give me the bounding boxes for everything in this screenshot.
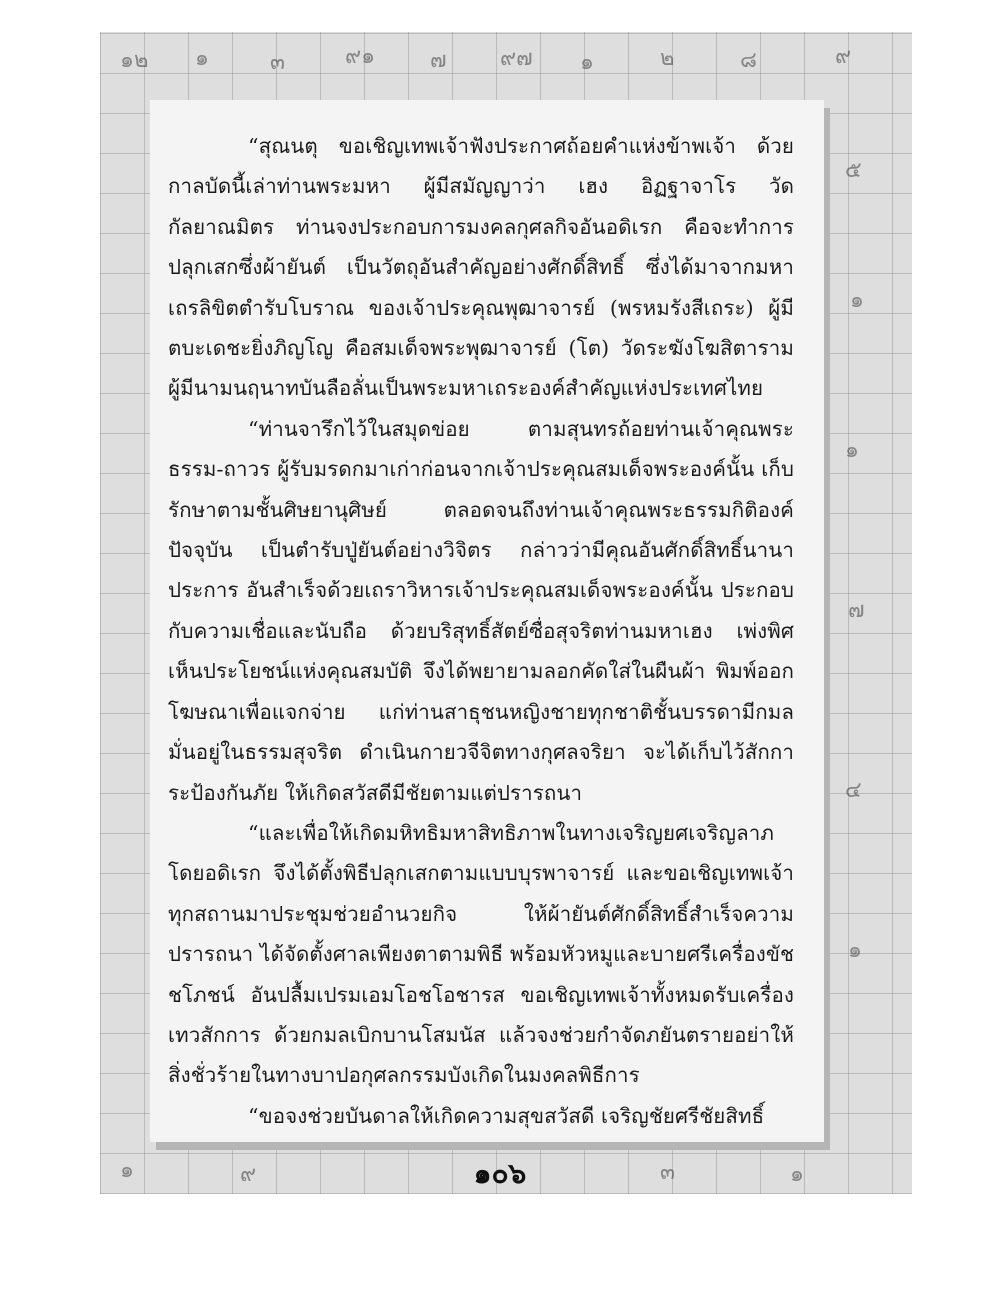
paragraph-1: “สุณนตุ ขอเชิญเทพเจ้าฟังประกาศถ้อยคำแห่งข้าพเจ้า ด้วยกาลบัดนี้เล่าท่านพระมหา ผู้มีสมัญญาว่า เฮง อิฏฐาจาโร วัดกัลยาณมิตร ท่านจงประกอบการมงคลกุศลกิจอันอดิเรก คือจะทำการปลุกเสกซึ่งผ้ายันต์ เป็นวัตถุอันสำคัญอย่างศักดิ์สิทธิ์ ซึ่งได้มาจากมหาเถรลิขิตตำรับโบราณ ของเจ้าประคุณพุฒาจารย์ (พรหมรังสีเถระ) ผู้มีตบะเดชะยิ่งภิญโญ คือสมเด็จพระพุฒาจารย์ (โต) วัดระฆังโฆสิตาราม ผู้มีนามนฤนาทบันลือลั่นเป็นพระมหาเถระองค์สำคัญแห่งประเทศไทย <box>168 134 794 401</box>
background-glyph: ๔ <box>845 778 862 803</box>
background-glyph: ๑ <box>195 46 209 71</box>
background-glyph: ๑ <box>790 1162 804 1187</box>
paragraph-2: “ท่านจารึกไว้ในสมุดข่อย ตามสุนทรถ้อยท่านเจ้าคุณพระธรรม-ถาวร ผู้รับมรดกมาเก่าก่อนจากเจ้าประคุณสมเด็จพระองค์นั้น เก็บรักษาตามชั้นศิษยานุศิษย์ ตลอดจนถึงท่านเจ้าคุณพระธรรมกิติองค์ปัจจุบัน เป็นตำรับปู่ยันต์อย่างวิจิตร กล่าวว่ามีคุณอันศักดิ์สิทธิ์นานาประการ อันสำเร็จด้วยเถราวิหารเจ้าประคุณสมเด็จพระองค์นั้น ประกอบกับความเชื่อและนับถือ ด้วยบริสุทธิ์สัตย์ซื่อสุจริตท่านมหาเฮง เพ่งพิศเห็นประโยชน์แห่งคุณสมบัติ จึงได้พยายามลอกคัดใส่ในผืนผ้า พิมพ์ออกโฆษณาเพื่อแจกจ่าย แก่ท่านสาธุชนหญิงชายทุกชาติชั้นบรรดามีกมลมั่นอยู่ในธรรมสุจริต ดำเนินกายวจีจิตทางกุศลจริยา จะได้เก็บไว้สักการะป้องกันภัย ให้เกิดสวัสดีมีชัยตามแต่ปรารถนา <box>168 416 794 805</box>
paragraph-3: “และเพื่อให้เกิดมหิทธิมหาสิทธิภาพในทางเจริญยศเจริญลาภโดยอดิเรก จึงได้ตั้งพิธีปลุกเสกตามแบบบุรพาจารย์ และขอเชิญเทพเจ้าทุกสถานมาประชุมช่วยอำนวยกิจ ให้ผ้ายันต์ศักดิ์สิทธิ์สำเร็จความปรารถนา ได้จัดตั้งศาลเพียงตาตามพิธี พร้อมหัวหมูและบายศรีเครื่องขัชชโภชน์ อันปลื้มเปรมเอมโอชโอชารส ขอเชิญเทพเจ้าทั้งหมดรับเครื่องเทวสักการ ด้วยกมลเบิกบานโสมนัส แล้วจงช่วยกำจัดภยันตรายอย่าให้สิ่งชั่วร้ายในทางบาปอกุศลกรรมบังเกิดในมงคลพิธีการ <box>168 820 794 1088</box>
background-glyph: ๑ <box>850 288 864 313</box>
background-glyph: ๑ <box>120 1158 134 1183</box>
background-glyph: ๙ <box>835 44 852 69</box>
background-glyph: ๑ <box>845 438 859 463</box>
background-glyph: ๙๗ <box>500 46 533 71</box>
background-glyph: ๑ <box>848 938 862 963</box>
background-glyph: ๒ <box>660 46 675 71</box>
background-glyph: ๙๑ <box>345 44 376 69</box>
background-glyph: ๗ <box>430 48 447 73</box>
background-glyph: ๑ <box>580 50 594 75</box>
background-glyph: ๘ <box>740 48 757 73</box>
background-glyph: ๕ <box>845 158 862 183</box>
background-glyph: ๓ <box>660 1160 676 1185</box>
background-glyph: ๗ <box>848 598 865 623</box>
page-text <box>168 126 794 1136</box>
paragraph-4: “ขอจงช่วยบันดาลให้เกิดความสุขสวัสดี เจริญชัยศรีชัยสิทธิ์ <box>248 1103 765 1128</box>
background-glyph: ๑๒ <box>120 48 149 73</box>
page-number: ๑๐๖ <box>473 1157 527 1190</box>
background-glyph: ๓ <box>270 50 286 75</box>
background-glyph: ๙ <box>240 1162 257 1187</box>
